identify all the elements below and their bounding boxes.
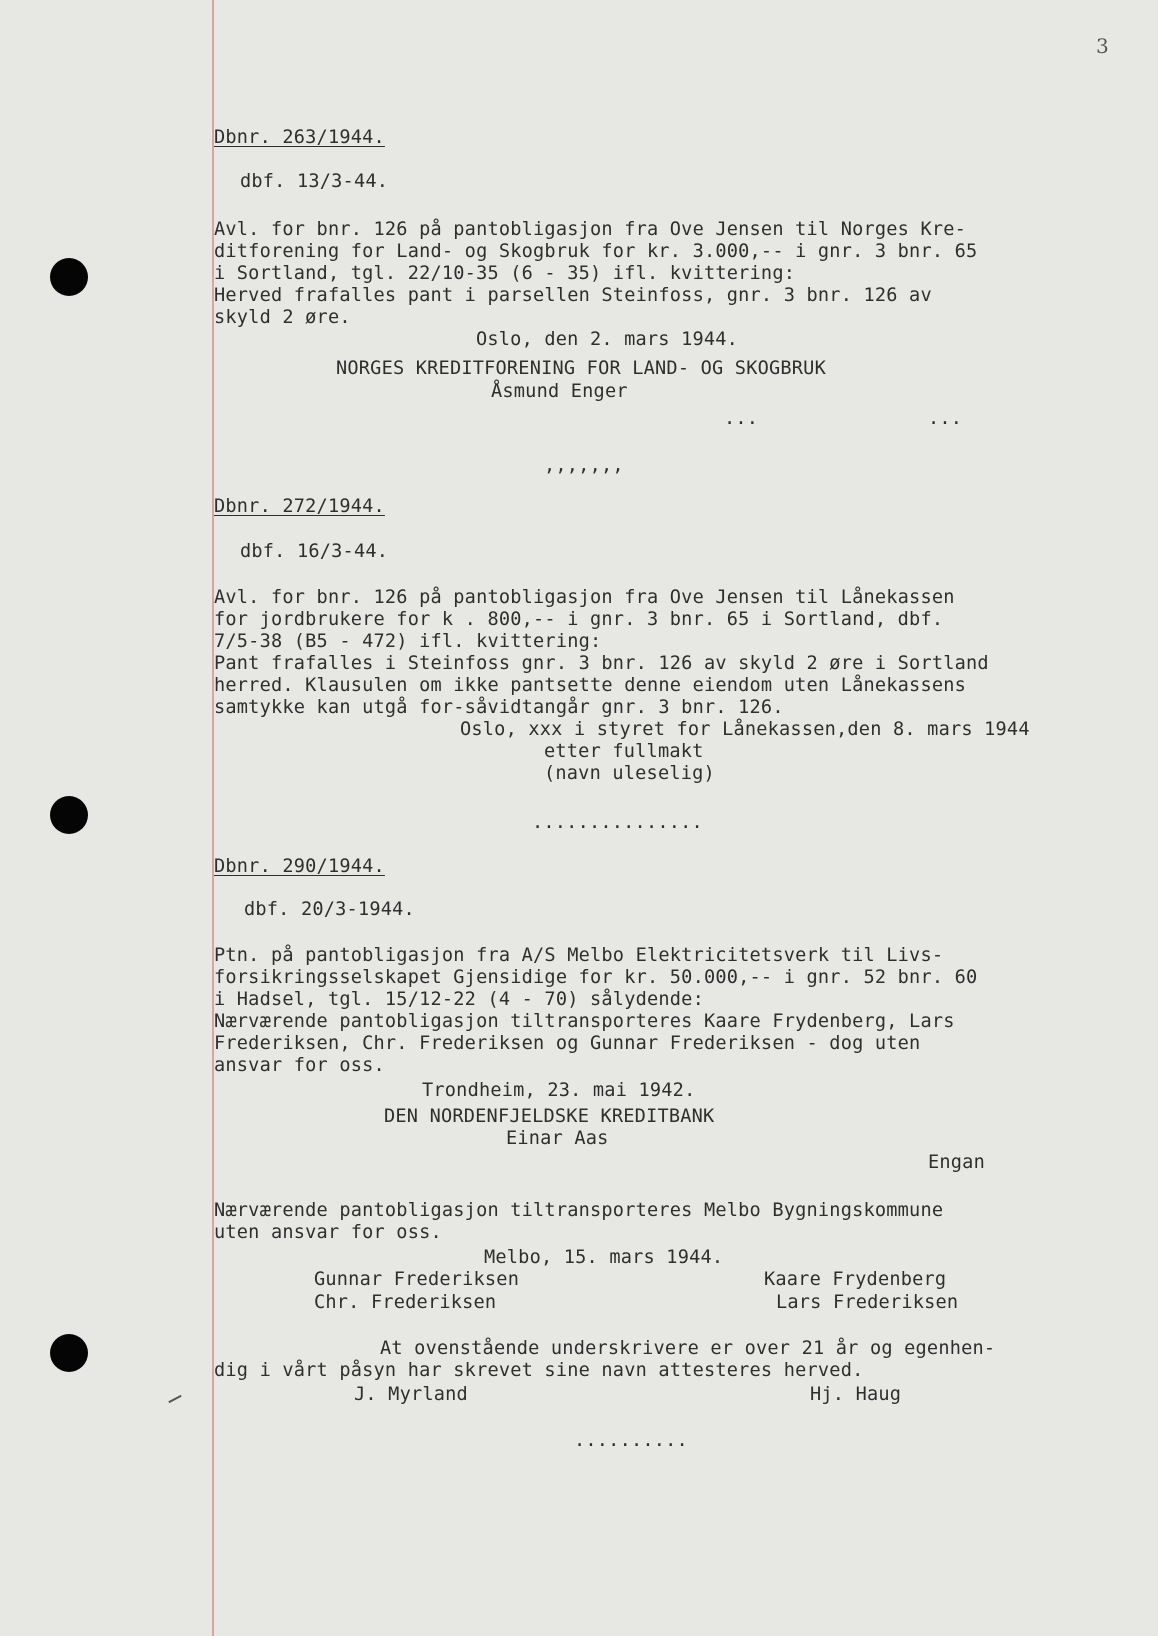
entry-body-line: Nærværende pantobligasjon tiltransporteres Kaare Frydenberg, Lars [214, 1011, 955, 1032]
entry-body-line: forsikringsselskapet Gjensidige for kr. 50.000,-- i gnr. 52 bnr. 60 [214, 967, 978, 988]
entry-place-date: Trondheim, 23. mai 1942. [422, 1080, 696, 1101]
entry-dbnr: Dbnr. 272/1944. [214, 496, 385, 517]
entry-mark: ... [928, 408, 963, 429]
entry-dbnr: Dbnr. 290/1944. [214, 856, 385, 877]
entry-body-line: Herved frafalles pant i parsellen Steinfoss, gnr. 3 bnr. 126 av [214, 285, 932, 306]
entry-body-line: Avl. for bnr. 126 på pantobligasjon fra Ove Jensen til Lånekassen [214, 587, 955, 608]
attest-line: dig i vårt påsyn har skrevet sine navn attesteres herved. [214, 1360, 864, 1381]
entry-signer: Einar Aas [506, 1128, 609, 1149]
entry-dbnr: Dbnr. 263/1944. [214, 127, 385, 148]
entry-body-line: skyld 2 øre. [214, 307, 351, 328]
entry-body-line: i Sortland, tgl. 22/10-35 (6 - 35) ifl. kvittering: [214, 263, 796, 284]
entry-authority: etter fullmakt [544, 741, 704, 762]
signatory: Gunnar Frederiksen [314, 1269, 520, 1290]
signatory: Kaare Frydenberg [764, 1269, 947, 1290]
entry-body-line: Ptn. på pantobligasjon fra A/S Melbo Elektricitetsverk til Livs- [214, 945, 944, 966]
pen-mark [168, 1395, 181, 1403]
entry-body-line: Frederiksen, Chr. Frederiksen og Gunnar Frederiksen - dog uten [214, 1033, 921, 1054]
entry-dbf: dbf. 16/3-44. [240, 541, 389, 562]
entry-place-date: Oslo, den 2. mars 1944. [476, 329, 739, 350]
entry-separator: .......... [574, 1430, 688, 1451]
transfer-line: uten ansvar for oss. [214, 1222, 442, 1243]
entry-body-line: samtykke kan utgå for-såvidtangår gnr. 3 bnr. 126. [214, 697, 784, 718]
punch-hole [50, 258, 88, 296]
transfer-place-date: Melbo, 15. mars 1944. [484, 1247, 724, 1268]
witness: J. Myrland [354, 1384, 468, 1405]
signatory: Chr. Frederiksen [314, 1292, 497, 1313]
entry-body-line: ansvar for oss. [214, 1055, 385, 1076]
entry-place-date: Oslo, xxx i styret for Lånekassen,den 8. mars 1944 [460, 719, 1030, 740]
punch-hole [50, 796, 88, 834]
entry-institution: DEN NORDENFJELDSKE KREDITBANK [384, 1106, 715, 1127]
entry-body-line: Pant frafalles i Steinfoss gnr. 3 bnr. 126 av skyld 2 øre i Sortland [214, 653, 989, 674]
entry-body-line: for jordbrukere for k . 800,-- i gnr. 3 bnr. 65 i Sortland, dbf. [214, 609, 944, 630]
entry-body-line: 7/5-38 (B5 - 472) ifl. kvittering: [214, 631, 602, 652]
entry-cosigner: Engan [928, 1152, 985, 1173]
entry-body-line: Avl. for bnr. 126 på pantobligasjon fra Ove Jensen til Norges Kre- [214, 219, 967, 240]
witness: Hj. Haug [810, 1384, 902, 1405]
entry-separator: ,,,,,,, [544, 455, 624, 476]
entry-body-line: i Hadsel, tgl. 15/12-22 (4 - 70) sålydende: [214, 989, 704, 1010]
entry-dbf: dbf. 13/3-44. [240, 171, 389, 192]
entry-body-line: ditforening for Land- og Skogbruk for kr. 3.000,-- i gnr. 3 bnr. 65 [214, 241, 978, 262]
entry-mark: ... [724, 408, 759, 429]
entry-dbf: dbf. 20/3-1944. [244, 899, 415, 920]
entry-institution: NORGES KREDITFORENING FOR LAND- OG SKOGBRUK [336, 358, 826, 379]
transfer-line: Nærværende pantobligasjon tiltransporteres Melbo Bygningskommune [214, 1200, 944, 1221]
entry-body-line: herred. Klausulen om ikke pantsette denne eiendom uten Lånekassens [214, 675, 967, 696]
entry-signer: Åsmund Enger [491, 381, 628, 402]
attest-line: At ovenstående underskrivere er over 21 år og egenhen- [380, 1338, 996, 1359]
entry-separator: ............... [532, 812, 703, 833]
punch-hole [50, 1334, 88, 1372]
page-number: 3 [1096, 34, 1109, 58]
entry-signer: (navn uleselig) [544, 763, 715, 784]
signatory: Lars Frederiksen [776, 1292, 959, 1313]
